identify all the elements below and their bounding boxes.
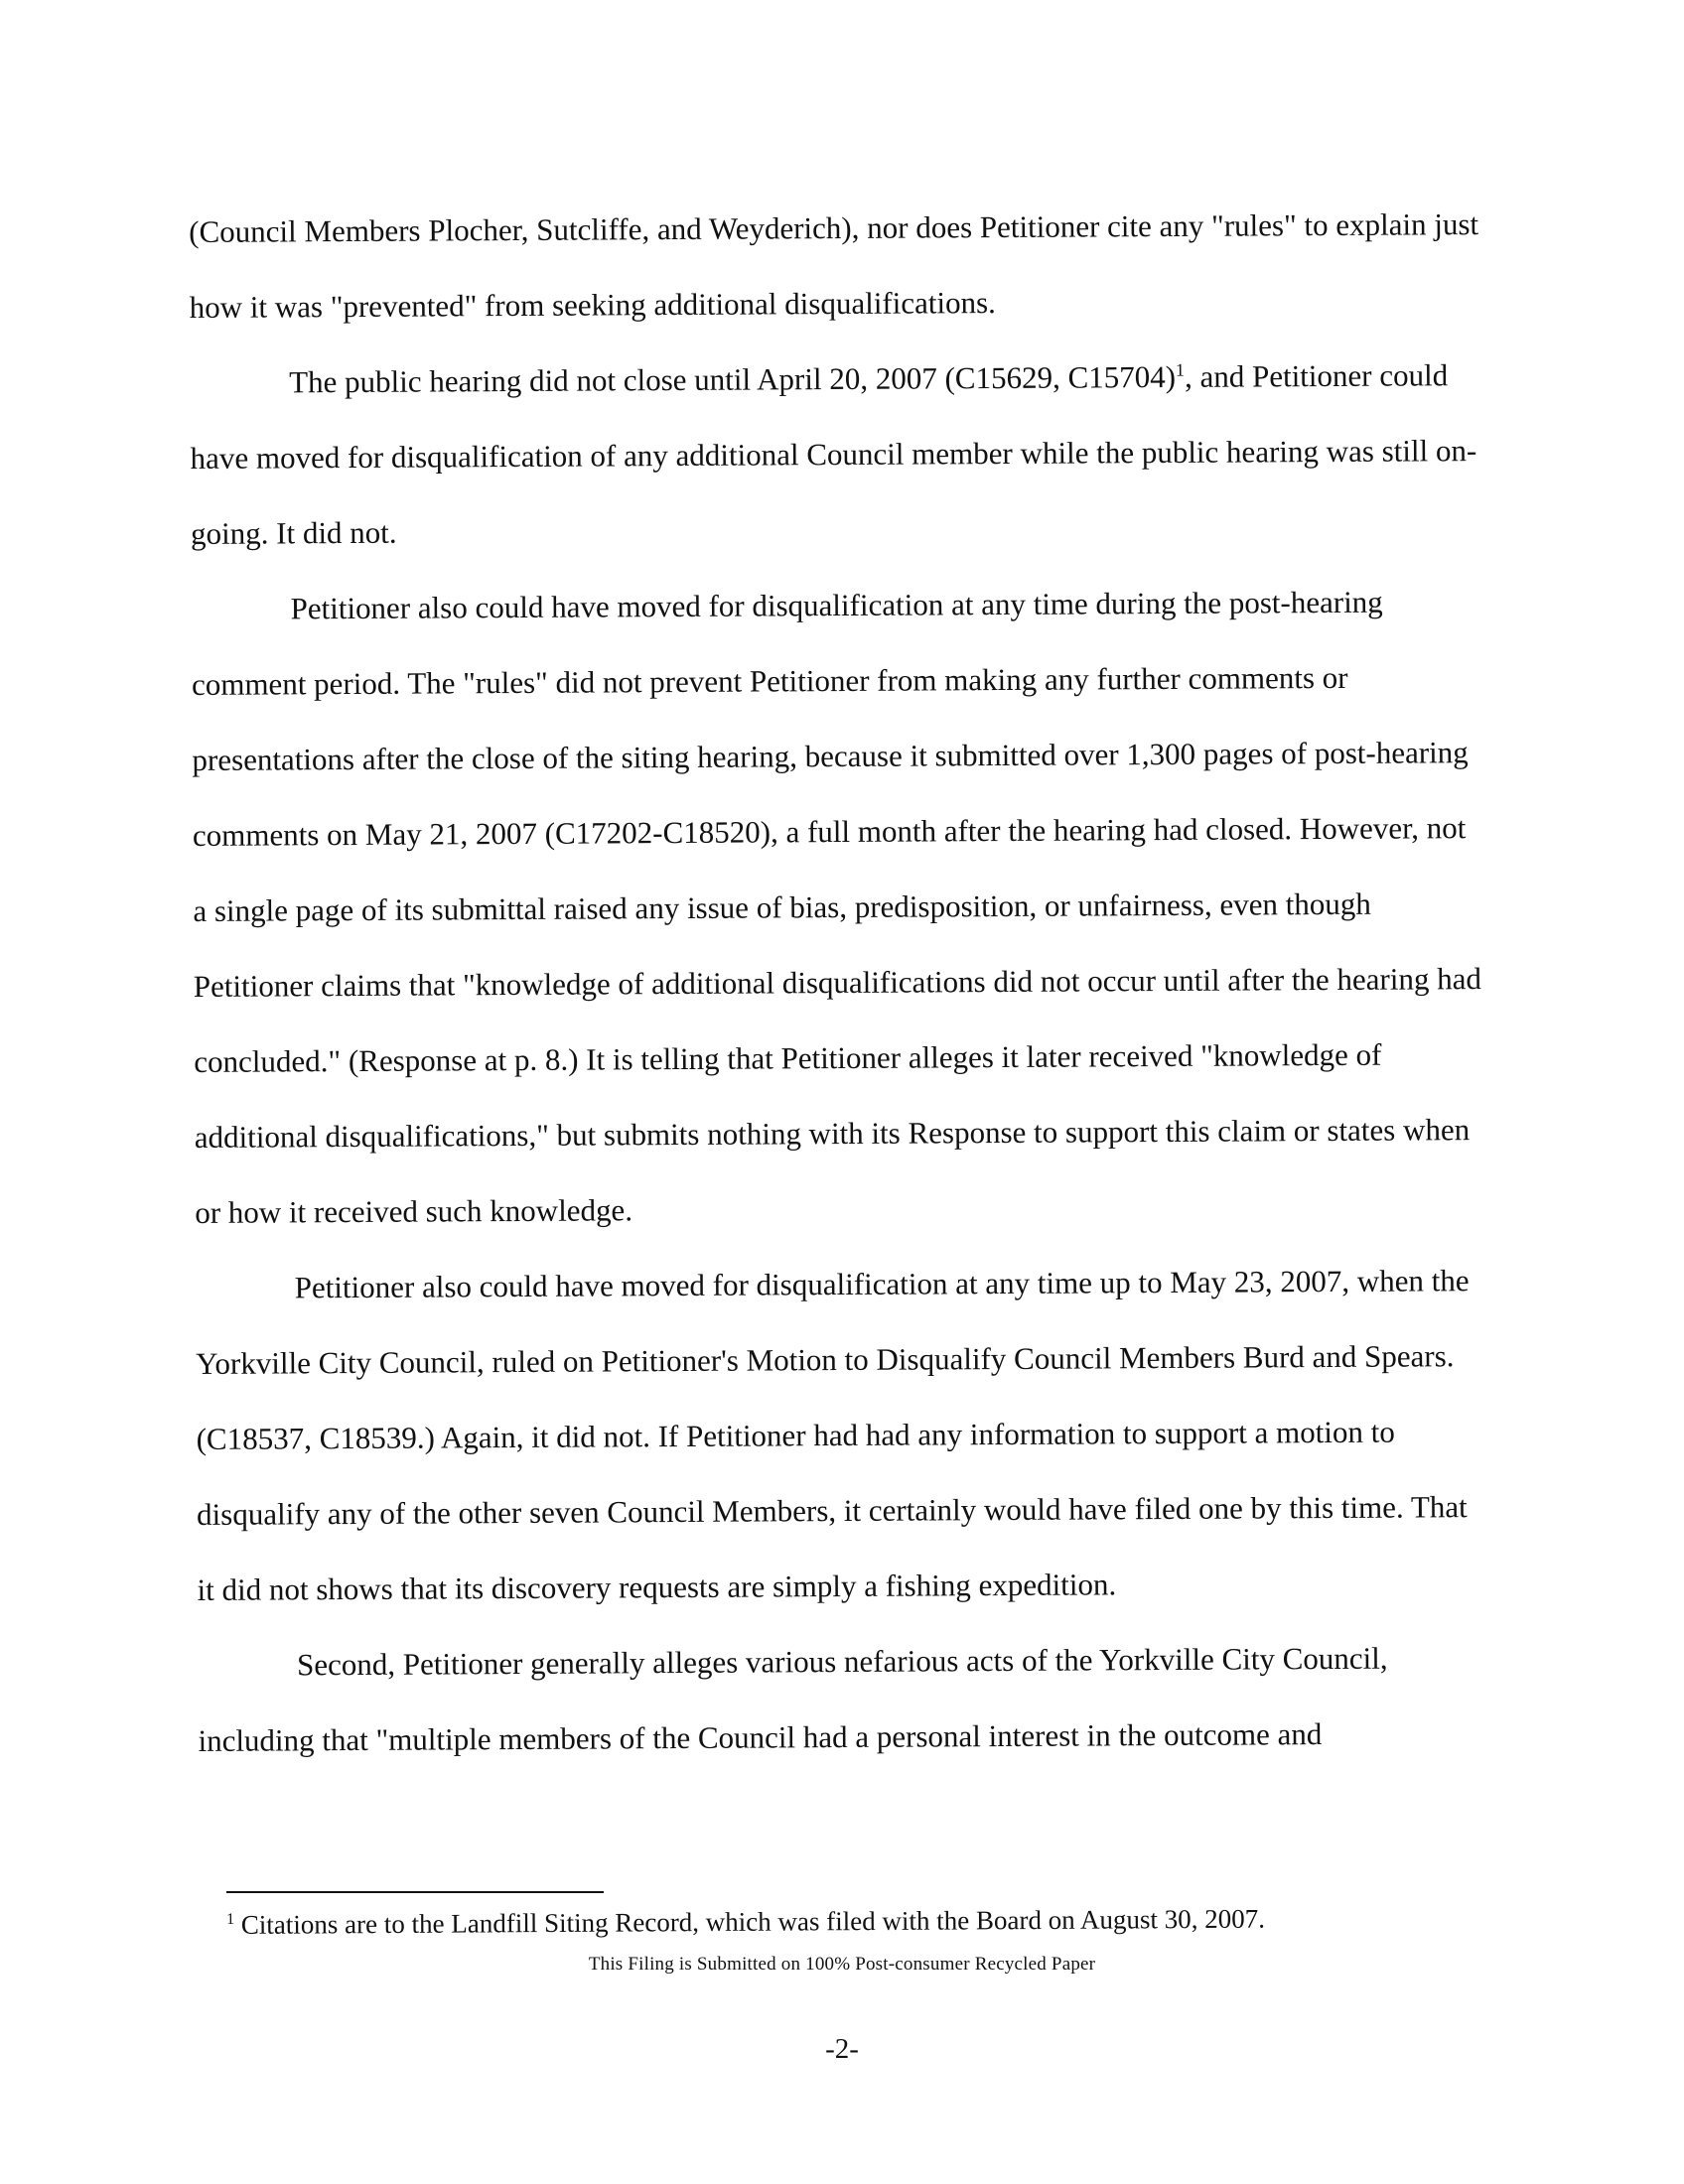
- paragraph-public-hearing-start: The public hearing did not close until April 20, 2007 (C15629, C15704): [289, 358, 1177, 400]
- footnote-divider: [226, 1891, 604, 1893]
- page-number: -2-: [825, 2033, 859, 2065]
- paragraph-continuation: (Council Members Plocher, Sutcliffe, and Weyderich), nor does Petitioner cite any "rules" to explain just how it was "prevented" from seeking additional disqualifications.: [189, 206, 1479, 325]
- footnote: [226, 1900, 1517, 1942]
- footnote-marker: 1: [226, 1910, 235, 1928]
- footnote-reference: 1: [1175, 359, 1186, 380]
- paragraph-second: Second, Petitioner generally alleges various nefarious acts of the Yorkville City Council, including that "multiple members of the Council had a personal interest in the outcome and: [198, 1640, 1388, 1758]
- paragraph-may-23: Petitioner also could have moved for disqualification at any time up to May 23, 2007, when the Yorkville City Council, ruled on Petitioner's Motion to Disqualify Council Members Burd and Spears. (C18537, C18539.) Again, it did not. If Petitioner had had any information to support a motion to disqualify any of the other seven Council Members, it certainly would have filed one by this time. That it did not shows that its discovery requests are simply a fishing expedition.: [196, 1263, 1470, 1607]
- body-text: [189, 187, 1489, 1779]
- footnote-text: Citations are to the Landfill Siting Record, which was filed with the Board on August 30, 2007.: [234, 1903, 1266, 1940]
- recycled-paper-notice: This Filing is Submitted on 100% Post-consumer Recycled Paper: [588, 1954, 1096, 1975]
- paragraph-public-hearing-end: , and Petitioner could have moved for disqualification of any additional Council member while the public hearing was still on-going. It did not.: [190, 357, 1477, 551]
- paragraph-public-hearing: [190, 338, 1481, 572]
- paragraph-post-hearing: Petitioner also could have moved for disqualification at any time during the post-hearing comment period. The "rules" did not prevent Petitioner from making any further comments or presentations after the close of the siting hearing, because it submitted over 1,300 pages of post-hearing comments on May 21, 2007 (C17202-C18520), a full month after the hearing had closed. However, not a single page of its submittal raised any issue of bias, predisposition, or unfairness, even though Petitioner claims that "knowledge of additional disqualifications did not occur until after the hearing had concluded." (Response at p. 8.) It is telling that Petitioner alleges it later received "knowledge of additional disqualifications," but submits nothing with its Response to support this claim or states when or how it received such knowledge.: [191, 584, 1482, 1230]
